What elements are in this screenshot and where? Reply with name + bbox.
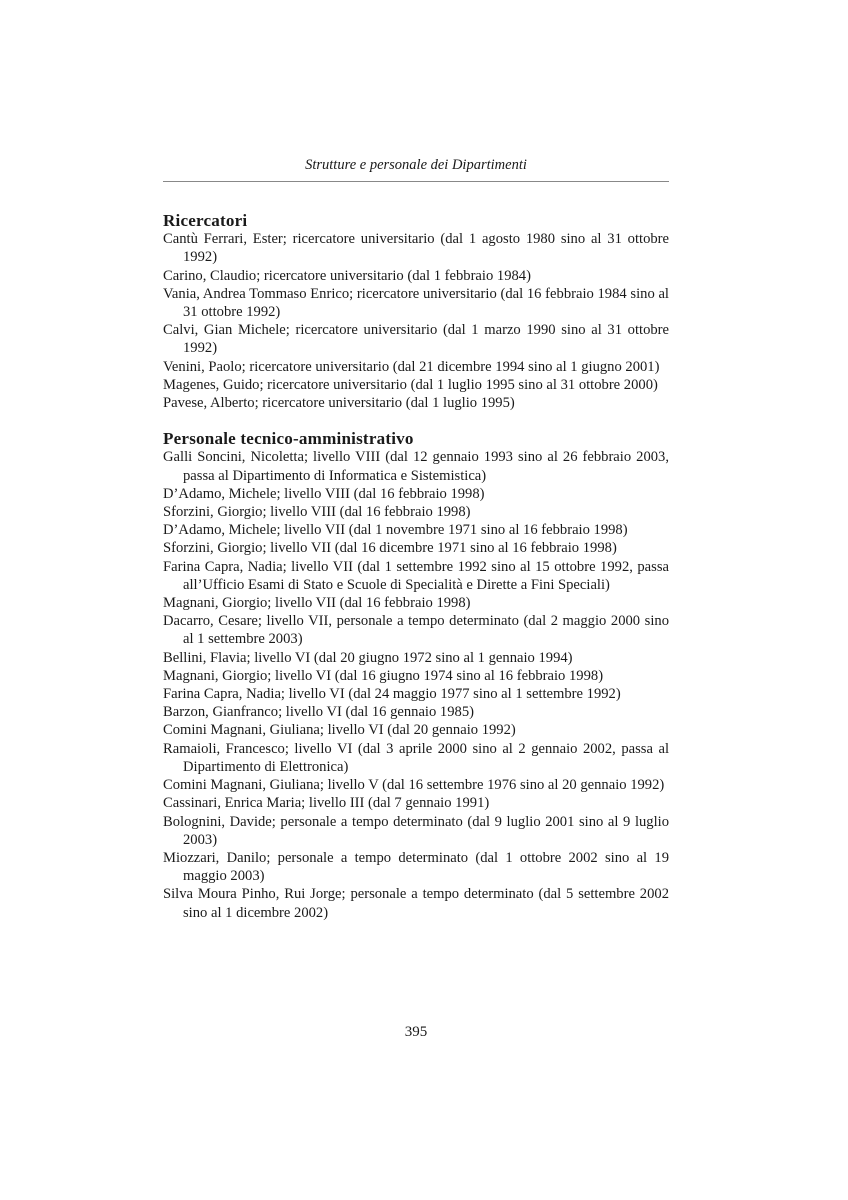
running-header: Strutture e personale dei Dipartimenti: [305, 157, 527, 173]
list-item: Farina Capra, Nadia; livello VI (dal 24 maggio 1977 sino al 1 settembre 1992): [163, 686, 621, 703]
list-item: D’Adamo, Michele; livello VII (dal 1 novembre 1971 sino al 16 febbraio 1998): [163, 522, 628, 539]
list-item: Cassinari, Enrica Maria; livello III (dal 7 gennaio 1991): [163, 795, 490, 812]
list-item: Pavese, Alberto; ricercatore universitario (dal 1 luglio 1995): [163, 395, 515, 412]
list-item: Comini Magnani, Giuliana; livello VI (dal 20 gennaio 1992): [163, 722, 516, 739]
list-item: Comini Magnani, Giuliana; livello V (dal 16 settembre 1976 sino al 20 gennaio 1992): [163, 777, 665, 794]
personale-list: [163, 448, 669, 921]
list-item: Farina Capra, Nadia; livello VII (dal 1 settembre 1992 sino al 15 ottobre 1992, passa all’Ufficio Esami di Stato e Scuole di Specialità e Dirette a Fini Speciali): [163, 558, 669, 593]
ricercatori-list: [163, 230, 669, 412]
list-item: Calvi, Gian Michele; ricercatore universitario (dal 1 marzo 1990 sino al 31 ottobre 1992): [163, 322, 669, 357]
list-item: Bolognini, Davide; personale a tempo determinato (dal 9 luglio 2001 sino al 9 luglio 2003): [163, 813, 669, 848]
list-item: Silva Moura Pinho, Rui Jorge; personale a tempo determinato (dal 5 settembre 2002 sino al 1 dicembre 2002): [163, 886, 669, 921]
list-item: Venini, Paolo; ricercatore universitario (dal 21 dicembre 1994 sino al 1 giugno 2001): [163, 358, 660, 375]
list-item: Cantù Ferrari, Ester; ricercatore universitario (dal 1 agosto 1980 sino al 31 ottobre 1992): [163, 231, 669, 266]
list-item: Bellini, Flavia; livello VI (dal 20 giugno 1972 sino al 1 gennaio 1994): [163, 649, 573, 666]
page-number: 395: [404, 1024, 428, 1040]
list-item: Vania, Andrea Tommaso Enrico; ricercatore universitario (dal 16 febbraio 1984 sino al 31 ottobre 1992): [163, 285, 669, 321]
section-heading-ricercatori: Ricercatori: [163, 211, 248, 230]
list-item: Galli Soncini, Nicoletta; livello VIII (dal 12 gennaio 1993 sino al 26 febbraio 2003, passa al Dipartimento di Informatica e Sistemistica): [163, 449, 669, 484]
list-item: Magnani, Giorgio; livello VII (dal 16 febbraio 1998): [163, 595, 471, 612]
list-item: Sforzini, Giorgio; livello VII (dal 16 dicembre 1971 sino al 16 febbraio 1998): [163, 540, 617, 557]
list-item: Barzon, Gianfranco; livello VI (dal 16 gennaio 1985): [163, 704, 474, 721]
list-item: D’Adamo, Michele; livello VIII (dal 16 febbraio 1998): [163, 485, 485, 502]
list-item: Miozzari, Danilo; personale a tempo determinato (dal 1 ottobre 2002 sino al 19 maggio 2003): [163, 849, 669, 885]
list-item: Magnani, Giorgio; livello VI (dal 16 giugno 1974 sino al 16 febbraio 1998): [163, 667, 604, 684]
section-heading-personale: Personale tecnico-amministrativo: [163, 429, 414, 449]
list-item: Carino, Claudio; ricercatore universitario (dal 1 febbraio 1984): [163, 267, 531, 284]
list-item: Dacarro, Cesare; livello VII, personale a tempo determinato (dal 2 maggio 2000 sino al 1 settembre 2003): [163, 613, 669, 648]
page-content: [163, 212, 669, 922]
header-rule: [163, 181, 669, 182]
list-item: Ramaioli, Francesco; livello VI (dal 3 aprile 2000 sino al 2 gennaio 2002, passa al Dipartimento di Elettronica): [163, 740, 669, 775]
list-item: Sforzini, Giorgio; livello VIII (dal 16 febbraio 1998): [163, 504, 471, 521]
list-item: Magenes, Guido; ricercatore universitario (dal 1 luglio 1995 sino al 31 ottobre 2000): [163, 376, 658, 393]
